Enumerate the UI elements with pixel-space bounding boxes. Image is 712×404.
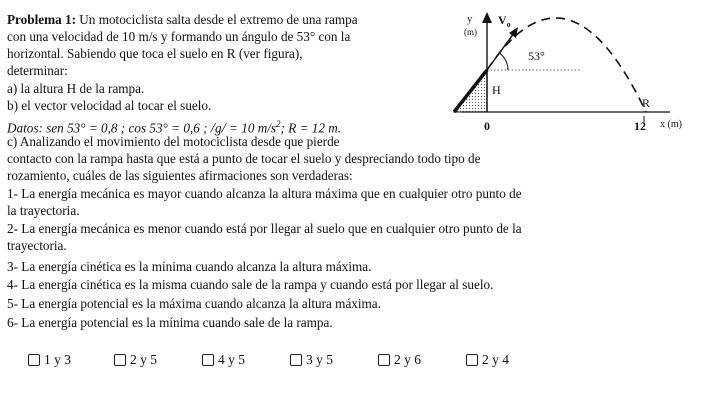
intro-line-2: con una velocidad de 10 m/s y formando un ángulo de 53° con la xyxy=(7,29,351,44)
option-checkbox[interactable] xyxy=(28,354,40,366)
option-2y6[interactable] xyxy=(378,352,421,368)
statement-2-cont: trayectoria. xyxy=(7,238,67,253)
option-checkbox[interactable] xyxy=(114,354,126,366)
option-checkbox[interactable] xyxy=(290,354,302,366)
option-checkbox[interactable] xyxy=(378,354,390,366)
given-data-g: g xyxy=(214,120,222,136)
option-label: 3 y 5 xyxy=(306,352,333,367)
projectile-figure xyxy=(420,8,712,140)
y-axis-label: y xyxy=(467,13,473,25)
intro-line-3: horizontal. Sabiendo que toca el suelo en R (ver figura), xyxy=(7,46,303,61)
projectile-diagram xyxy=(420,8,712,140)
statement-1: 1- La energía mecánica es mayor cuando alcanza la altura máxima que en cualquier otro punto de xyxy=(7,186,522,201)
landing-label: R xyxy=(642,96,651,110)
origin-label: 0 xyxy=(484,119,490,133)
part-c-line-3: rozamiento, cuáles de las siguientes afirmaciones son verdaderas: xyxy=(7,168,353,183)
height-label: H xyxy=(492,83,501,97)
x-axis-label: x (m) xyxy=(660,119,682,130)
item-a: a) la altura H de la rampa. xyxy=(7,81,145,96)
problem-title: Problema 1: xyxy=(7,12,76,27)
option-checkbox[interactable] xyxy=(202,354,214,366)
statement-2: 2- La energía mecánica es menor cuando está por llegar al suelo que en cualquier otro punto de la xyxy=(7,221,522,236)
y-axis-arrow-icon xyxy=(482,12,492,23)
statement-1-cont: la trayectoria. xyxy=(7,203,80,218)
intro-line-1 xyxy=(7,12,358,28)
intro-line-4: determinar: xyxy=(7,63,68,78)
statement-4: 4- La energía cinética es la misma cuando sale de la rampa y cuando está por llegar al suelo. xyxy=(7,277,494,292)
statement-3: 3- La energía cinética es la mínima cuando alcanza la altura máxima. xyxy=(7,259,372,274)
given-data: Datos: sen 53° = 0,8 ; cos 53° = 0,6 ; /g/ = 10 $m/s^2$; R = 12 m. xyxy=(7,119,342,137)
option-2y4[interactable] xyxy=(466,352,509,368)
statement-6: 6- La energía potencial es la mínima cuando sale de la rampa. xyxy=(7,315,333,330)
part-c-line-2: contacto con la rampa hasta que está a punto de tocar el suelo y despreciando todo tipo de xyxy=(7,151,481,166)
statement-5: 5- La energía potencial es la máxima cuando alcanza la altura máxima. xyxy=(7,296,381,311)
intro-text-1: Un motociclista salta desde el extremo de una rampa xyxy=(75,12,358,27)
option-label: 1 y 3 xyxy=(44,352,71,367)
answer-options xyxy=(28,352,688,372)
option-checkbox[interactable] xyxy=(466,354,478,366)
option-label: 2 y 6 xyxy=(394,352,421,367)
given-data-g-value: = 10 m/s xyxy=(225,120,277,136)
y-axis-unit: (m) xyxy=(464,27,477,37)
x-tick-label: 12 xyxy=(634,119,646,133)
item-b: b) el vector velocidad al tocar el suelo. xyxy=(7,98,212,113)
option-4y5[interactable] xyxy=(202,352,245,368)
option-1y3[interactable] xyxy=(28,352,71,368)
option-label: 4 y 5 xyxy=(218,352,245,367)
option-2y5[interactable] xyxy=(114,352,157,368)
angle-label: 53° xyxy=(528,49,545,63)
part-c-line-1: c) Analizando el movimiento del motociclista desde que pierde xyxy=(7,134,340,149)
option-label: 2 y 4 xyxy=(482,352,509,367)
given-data-exponent: 2 xyxy=(276,119,281,129)
given-data-trig: Datos: sen 53° = 0,8 ; cos 53° = 0,6 ; xyxy=(7,120,211,136)
velocity-label: $V_o$ xyxy=(498,13,511,29)
option-3y5[interactable] xyxy=(290,352,333,368)
angle-arc xyxy=(500,53,508,70)
option-label: 2 y 5 xyxy=(130,352,157,367)
given-data-range: ; R = 12 m. xyxy=(280,120,342,136)
